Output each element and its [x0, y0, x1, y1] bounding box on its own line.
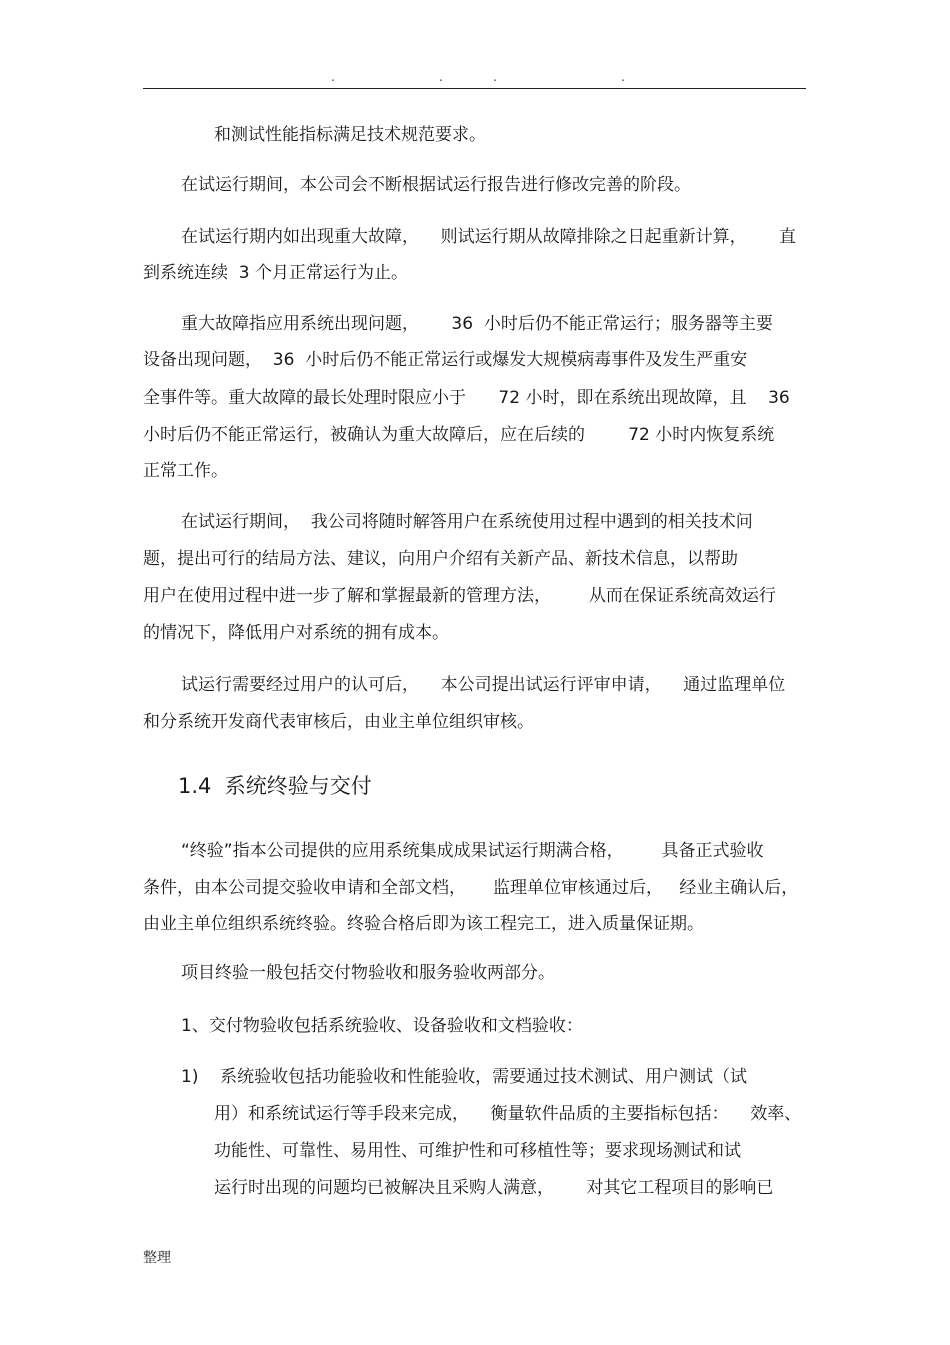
paragraph-line: 由业主单位组织系统终验。终验合格后即为该工程完工，进入质量保证期。: [143, 914, 704, 934]
paragraph-line: 的情况下，降低用户对系统的拥有成本。: [143, 623, 449, 643]
paragraph-line: “终验”指本公司提供的应用系统集成成果试运行期满合格， 具备正式验收: [181, 841, 764, 861]
paragraph-line: 题，提出可行的结局方法、建议，向用户介绍有关新产品、新技术信息，以帮助: [143, 549, 738, 569]
header-dot: .: [331, 70, 335, 84]
paragraph-line: 小时后仍不能正常运行，被确认为重大故障后，应在后续的 72 小时内恢复系统: [143, 425, 775, 445]
header-dot: .: [493, 70, 497, 84]
paragraph-line: 在试运行期内如出现重大故障， 则试运行期从故障排除之日起重新计算， 直: [181, 227, 797, 247]
list-item-line: 运行时出现的问题均已被解决且采购人满意， 对其它工程项目的影响已: [214, 1178, 774, 1198]
header-dots: [0, 70, 950, 84]
paragraph-line: 项目终验一般包括交付物验收和服务验收两部分。: [181, 963, 555, 983]
list-item-heading: 1、交付物验收包括系统验收、设备验收和文档验收：: [181, 1016, 583, 1036]
paragraph-line: 正常工作。: [143, 461, 228, 481]
paragraph-line: 和测试性能指标满足技术规范要求。: [214, 125, 486, 145]
paragraph-line: 到系统连续 3 个月正常运行为止。: [143, 263, 409, 283]
list-item-line: 用）和系统试运行等手段来完成， 衡量软件品质的主要指标包括： 效率、: [214, 1104, 802, 1124]
paragraph-line: 试运行需要经过用户的认可后， 本公司提出试运行评审申请， 通过监理单位: [181, 675, 786, 695]
header-dot: .: [621, 70, 625, 84]
header-dot: .: [439, 70, 443, 84]
paragraph-line: 和分系统开发商代表审核后，由业主单位组织审核。: [143, 712, 534, 732]
paragraph-line: 条件，由本公司提交验收申请和全部文档， 监理单位审核通过后， 经业主确认后，: [143, 878, 799, 898]
paragraph-line: 用户在使用过程中进一步了解和掌握最新的管理方法， 从而在保证系统高效运行: [143, 586, 776, 606]
header-rule: [143, 88, 806, 89]
page-footer: 整理: [143, 1250, 171, 1266]
paragraph-line: 全事件等。重大故障的最长处理时限应小于 72 小时，即在系统出现故障，且 36: [143, 388, 790, 408]
paragraph-line: 设备出现问题， 36 小时后仍不能正常运行或爆发大规模病毒事件及发生严重安: [143, 350, 748, 370]
paragraph-line: 在试运行期间，本公司会不断根据试运行报告进行修改完善的阶段。: [181, 175, 691, 195]
section-heading: 1.4 系统终验与交付: [178, 774, 372, 798]
list-item-line: 1) 系统验收包括功能验收和性能验收，需要通过技术测试、用户测试（试: [181, 1067, 748, 1087]
paragraph-line: 在试运行期间， 我公司将随时解答用户在系统使用过程中遇到的相关技术问: [181, 512, 753, 532]
list-item-line: 功能性、可靠性、易用性、可维护性和可移植性等；要求现场测试和试: [214, 1141, 741, 1161]
paragraph-line: 重大故障指应用系统出现问题， 36 小时后仍不能正常运行；服务器等主要: [181, 314, 773, 334]
